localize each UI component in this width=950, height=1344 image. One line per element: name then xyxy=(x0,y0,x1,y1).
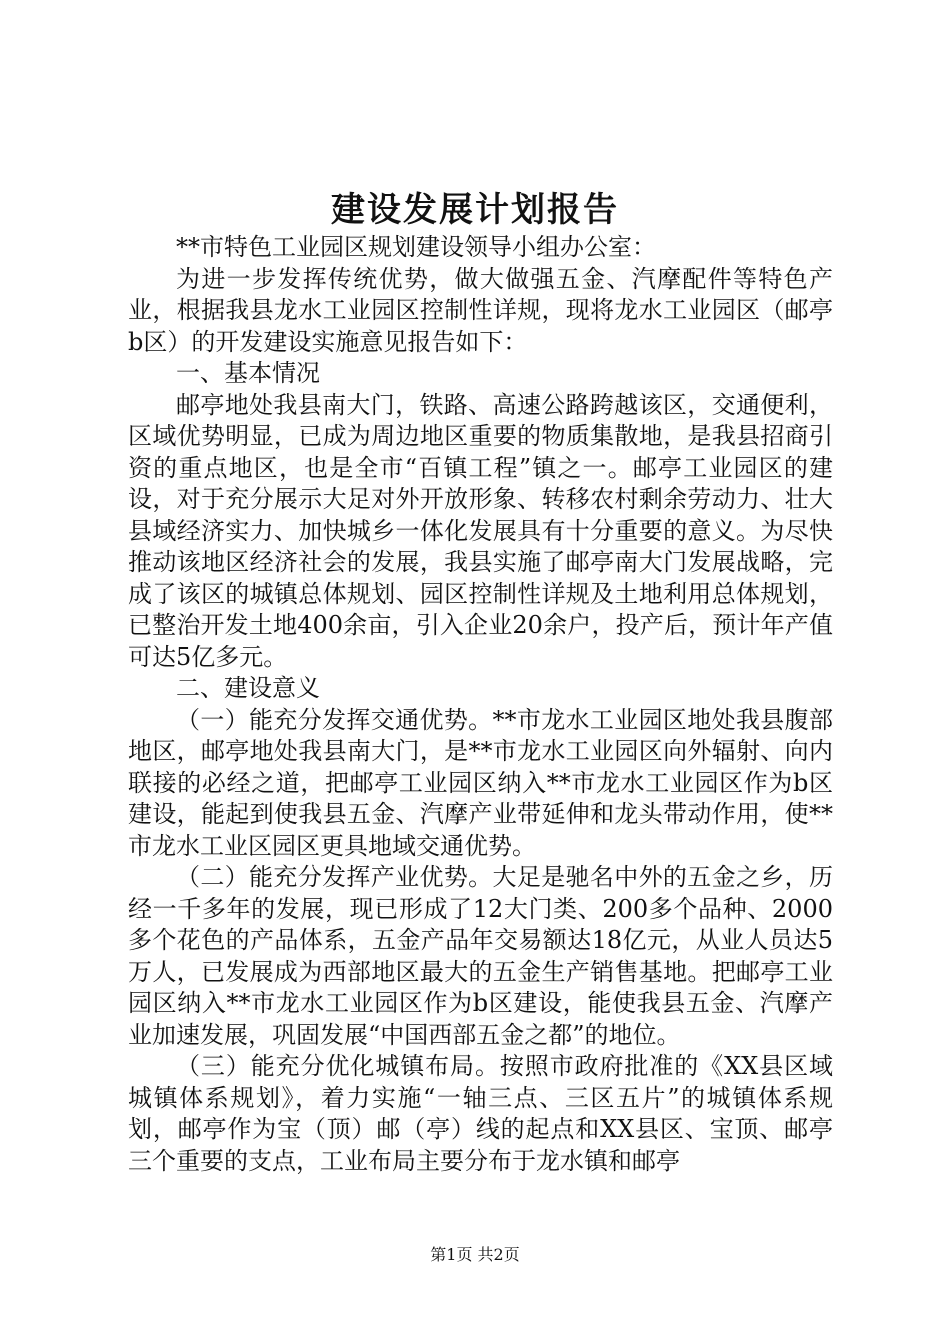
document-body xyxy=(128,232,833,1177)
significance-paragraph-2: （二）能充分发挥产业优势。大足是驰名中外的五金之乡，历经一千多年的发展，现已形成了12大门类、200多个品种、2000多个花色的产品体系，五金产品年交易额达18亿元，从业人员达5万人，已发展成为西部地区最大的五金生产销售基地。把邮亭工业园区纳入**市龙水工业园区作为b区建设，能使我县五金、汽摩产业加速发展，巩固发展“中国西部五金之都”的地位。 xyxy=(128,863,833,1049)
section-heading-basic-situation: 一、基本情况 xyxy=(176,359,320,387)
intro-paragraph: 为进一步发挥传统优势，做大做强五金、汽摩配件等特色产业，根据我县龙水工业园区控制性详规，现将龙水工业园区（邮亭b区）的开发建设实施意见报告如下： xyxy=(128,264,833,356)
significance-paragraph-1: （一）能充分发挥交通优势。**市龙水工业园区地处我县腹部地区，邮亭地处我县南大门，是**市龙水工业园区向外辐射、向内联接的必经之道，把邮亭工业园区纳入**市龙水工业园区作为b区建设，能起到使我县五金、汽摩产业带延伸和龙头带动作用，使**市龙水工业区园区更具地域交通优势。 xyxy=(128,705,833,860)
addressee-paragraph: **市特色工业园区规划建设领导小组办公室： xyxy=(176,233,656,261)
document-title: 建设发展计划报告 xyxy=(331,190,619,230)
significance-paragraph-3: （三）能充分优化城镇布局。按照市政府批准的《XX县区域城镇体系规划》，着力实施“一轴三点、三区五片”的城镇体系规划，邮亭作为宝（顶）邮（亭）线的起点和XX县区、宝顶、邮亭三个重要的支点，工业布局主要分布于龙水镇和邮亭 xyxy=(128,1052,833,1175)
section-heading-significance: 二、建设意义 xyxy=(176,674,320,702)
page-footer: 第1页 共2页 xyxy=(430,1245,520,1264)
basic-situation-paragraph: 邮亭地处我县南大门，铁路、高速公路跨越该区，交通便利，区域优势明显，已成为周边地区重要的物质集散地，是我县招商引资的重点地区，也是全市“百镇工程”镇之一。邮亭工业园区的建设，对于充分展示大足对外开放形象、转移农村剩余劳动力、壮大县域经济实力、加快城乡一体化发展具有十分重要的意义。为尽快推动该地区经济社会的发展，我县实施了邮亭南大门发展战略，完成了该区的城镇总体规划、园区控制性详规及土地利用总体规划，已整治开发土地400余亩，引入企业20余户，投产后，预计年产值可达5亿多元。 xyxy=(128,390,833,671)
